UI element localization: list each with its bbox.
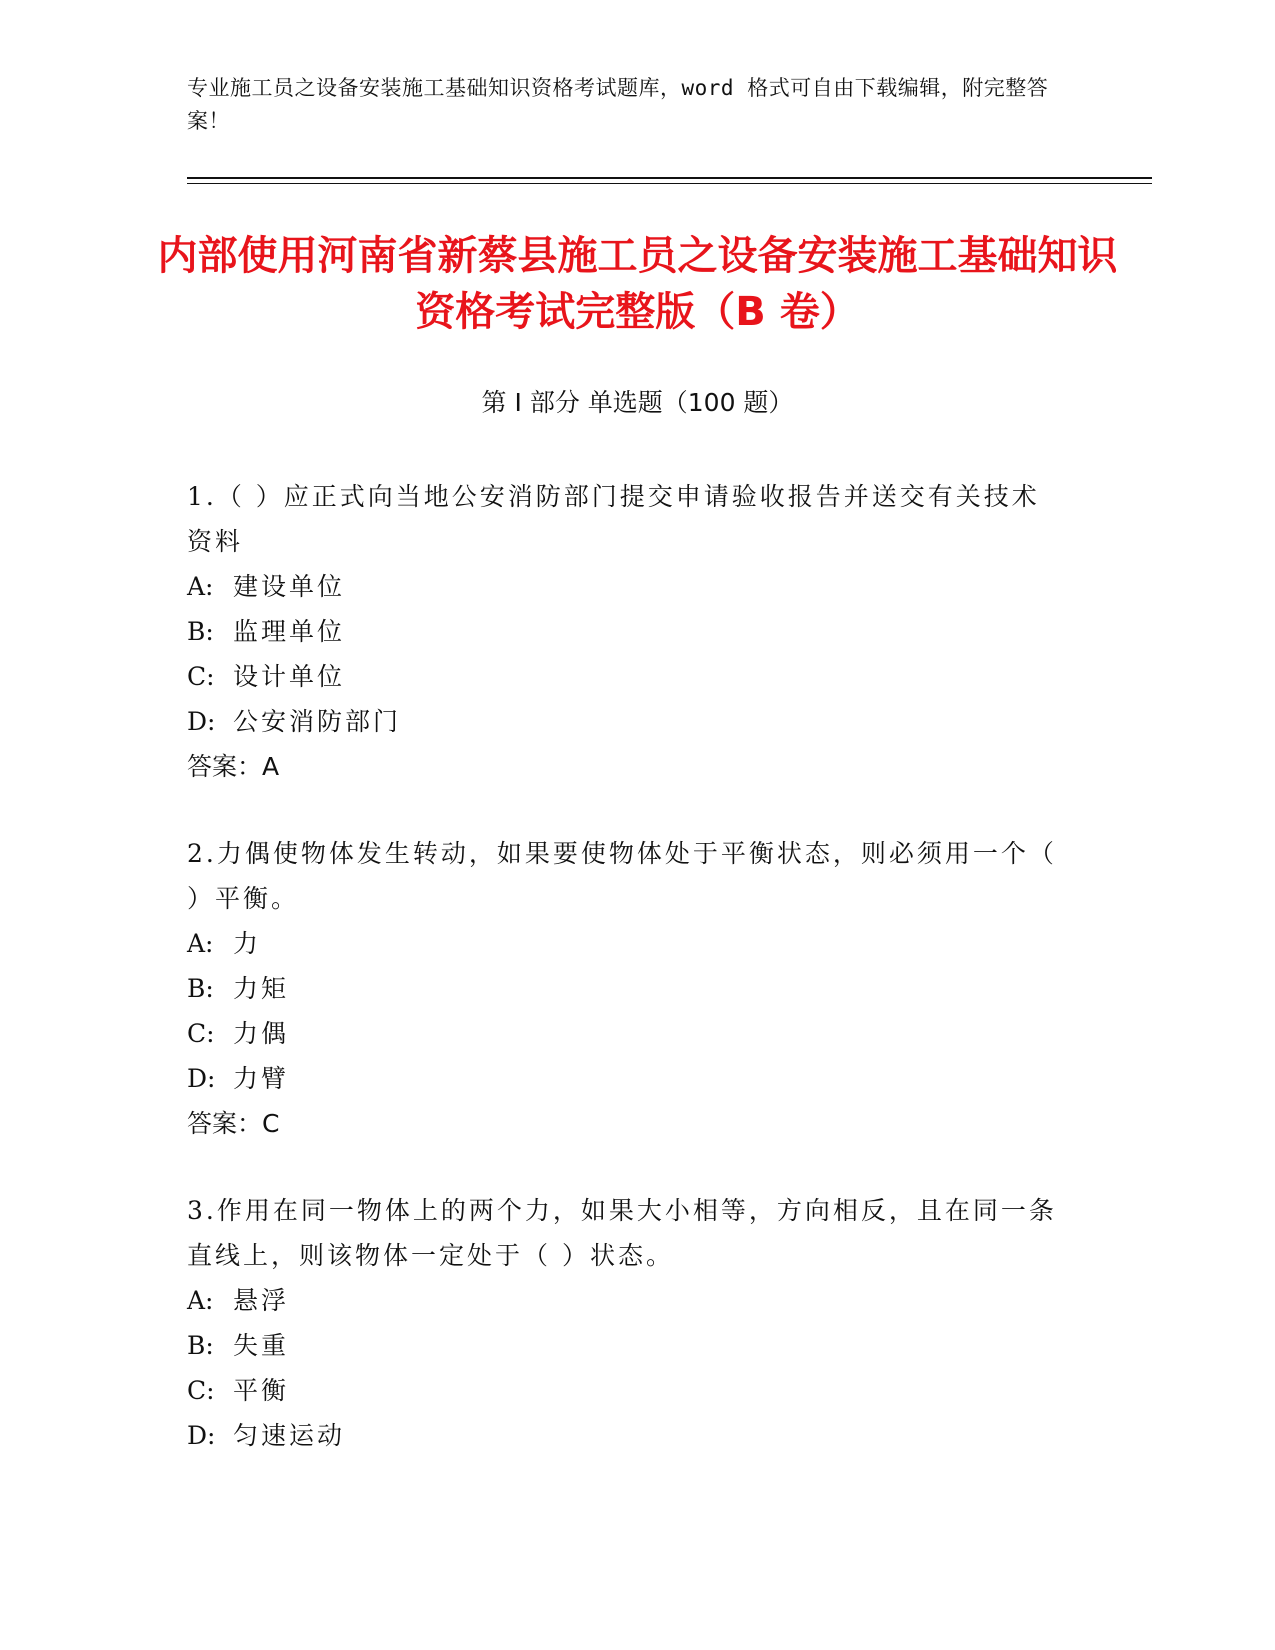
option-letter: B:	[187, 617, 214, 646]
answer-line: 答案：C	[187, 1109, 280, 1138]
question-stem: 3.作用在同一物体上的两个力，如果大小相等，方向相反，且在同一条直线上，则该物体一定处于（ ）状态。	[187, 1196, 1057, 1270]
option-letter: B:	[187, 974, 214, 1003]
option-letter: D:	[187, 707, 216, 736]
option-text: 力	[233, 929, 262, 958]
document-title: 内部使用河南省新蔡县施工员之设备安装施工基础知识资格考试完整版（B 卷）	[157, 233, 1118, 335]
question-stem: 2.力偶使物体发生转动，如果要使物体处于平衡状态，则必须用一个（ ）平衡。	[187, 839, 1057, 913]
question-1	[187, 474, 1067, 789]
header-rule-thick	[187, 177, 1152, 179]
option-letter: C:	[187, 1376, 215, 1405]
option-text: 力矩	[233, 974, 290, 1003]
question-2	[187, 831, 1067, 1146]
option-text: 公安消防部门	[233, 707, 402, 736]
option-a	[187, 1278, 1067, 1323]
question-3	[187, 1188, 1067, 1458]
option-text: 设计单位	[233, 662, 346, 691]
option-text: 建设单位	[233, 572, 346, 601]
option-letter: A:	[187, 1286, 214, 1315]
option-letter: C:	[187, 662, 215, 691]
option-c	[187, 1011, 1067, 1056]
question-stem: 1.（ ）应正式向当地公安消防部门提交申请验收报告并送交有关技术资料	[187, 482, 1040, 556]
option-letter: A:	[187, 929, 214, 958]
option-text: 力臂	[233, 1064, 290, 1093]
option-c	[187, 1368, 1067, 1413]
option-a	[187, 564, 1067, 609]
option-letter: D:	[187, 1064, 216, 1093]
question-list	[187, 474, 1067, 1500]
answer-line: 答案：A	[187, 752, 280, 781]
option-b	[187, 1323, 1067, 1368]
option-letter: A:	[187, 572, 214, 601]
header-rule-thin	[187, 183, 1152, 184]
option-d	[187, 699, 1067, 744]
option-text: 匀速运动	[233, 1421, 346, 1450]
section-title: 第 I 部分 单选题（100 题）	[481, 388, 794, 417]
option-d	[187, 1413, 1067, 1458]
option-letter: C:	[187, 1019, 215, 1048]
option-letter: B:	[187, 1331, 214, 1360]
option-b	[187, 609, 1067, 654]
option-text: 平衡	[233, 1376, 290, 1405]
option-c	[187, 654, 1067, 699]
option-b	[187, 966, 1067, 1011]
option-text: 监理单位	[233, 617, 346, 646]
header-note: 专业施工员之设备安装施工基础知识资格考试题库，word 格式可自由下载编辑，附完整答案！	[187, 76, 1049, 133]
option-d	[187, 1056, 1067, 1101]
option-text: 悬浮	[233, 1286, 290, 1315]
option-text: 力偶	[233, 1019, 290, 1048]
option-text: 失重	[233, 1331, 290, 1360]
option-a	[187, 921, 1067, 966]
option-letter: D:	[187, 1421, 216, 1450]
